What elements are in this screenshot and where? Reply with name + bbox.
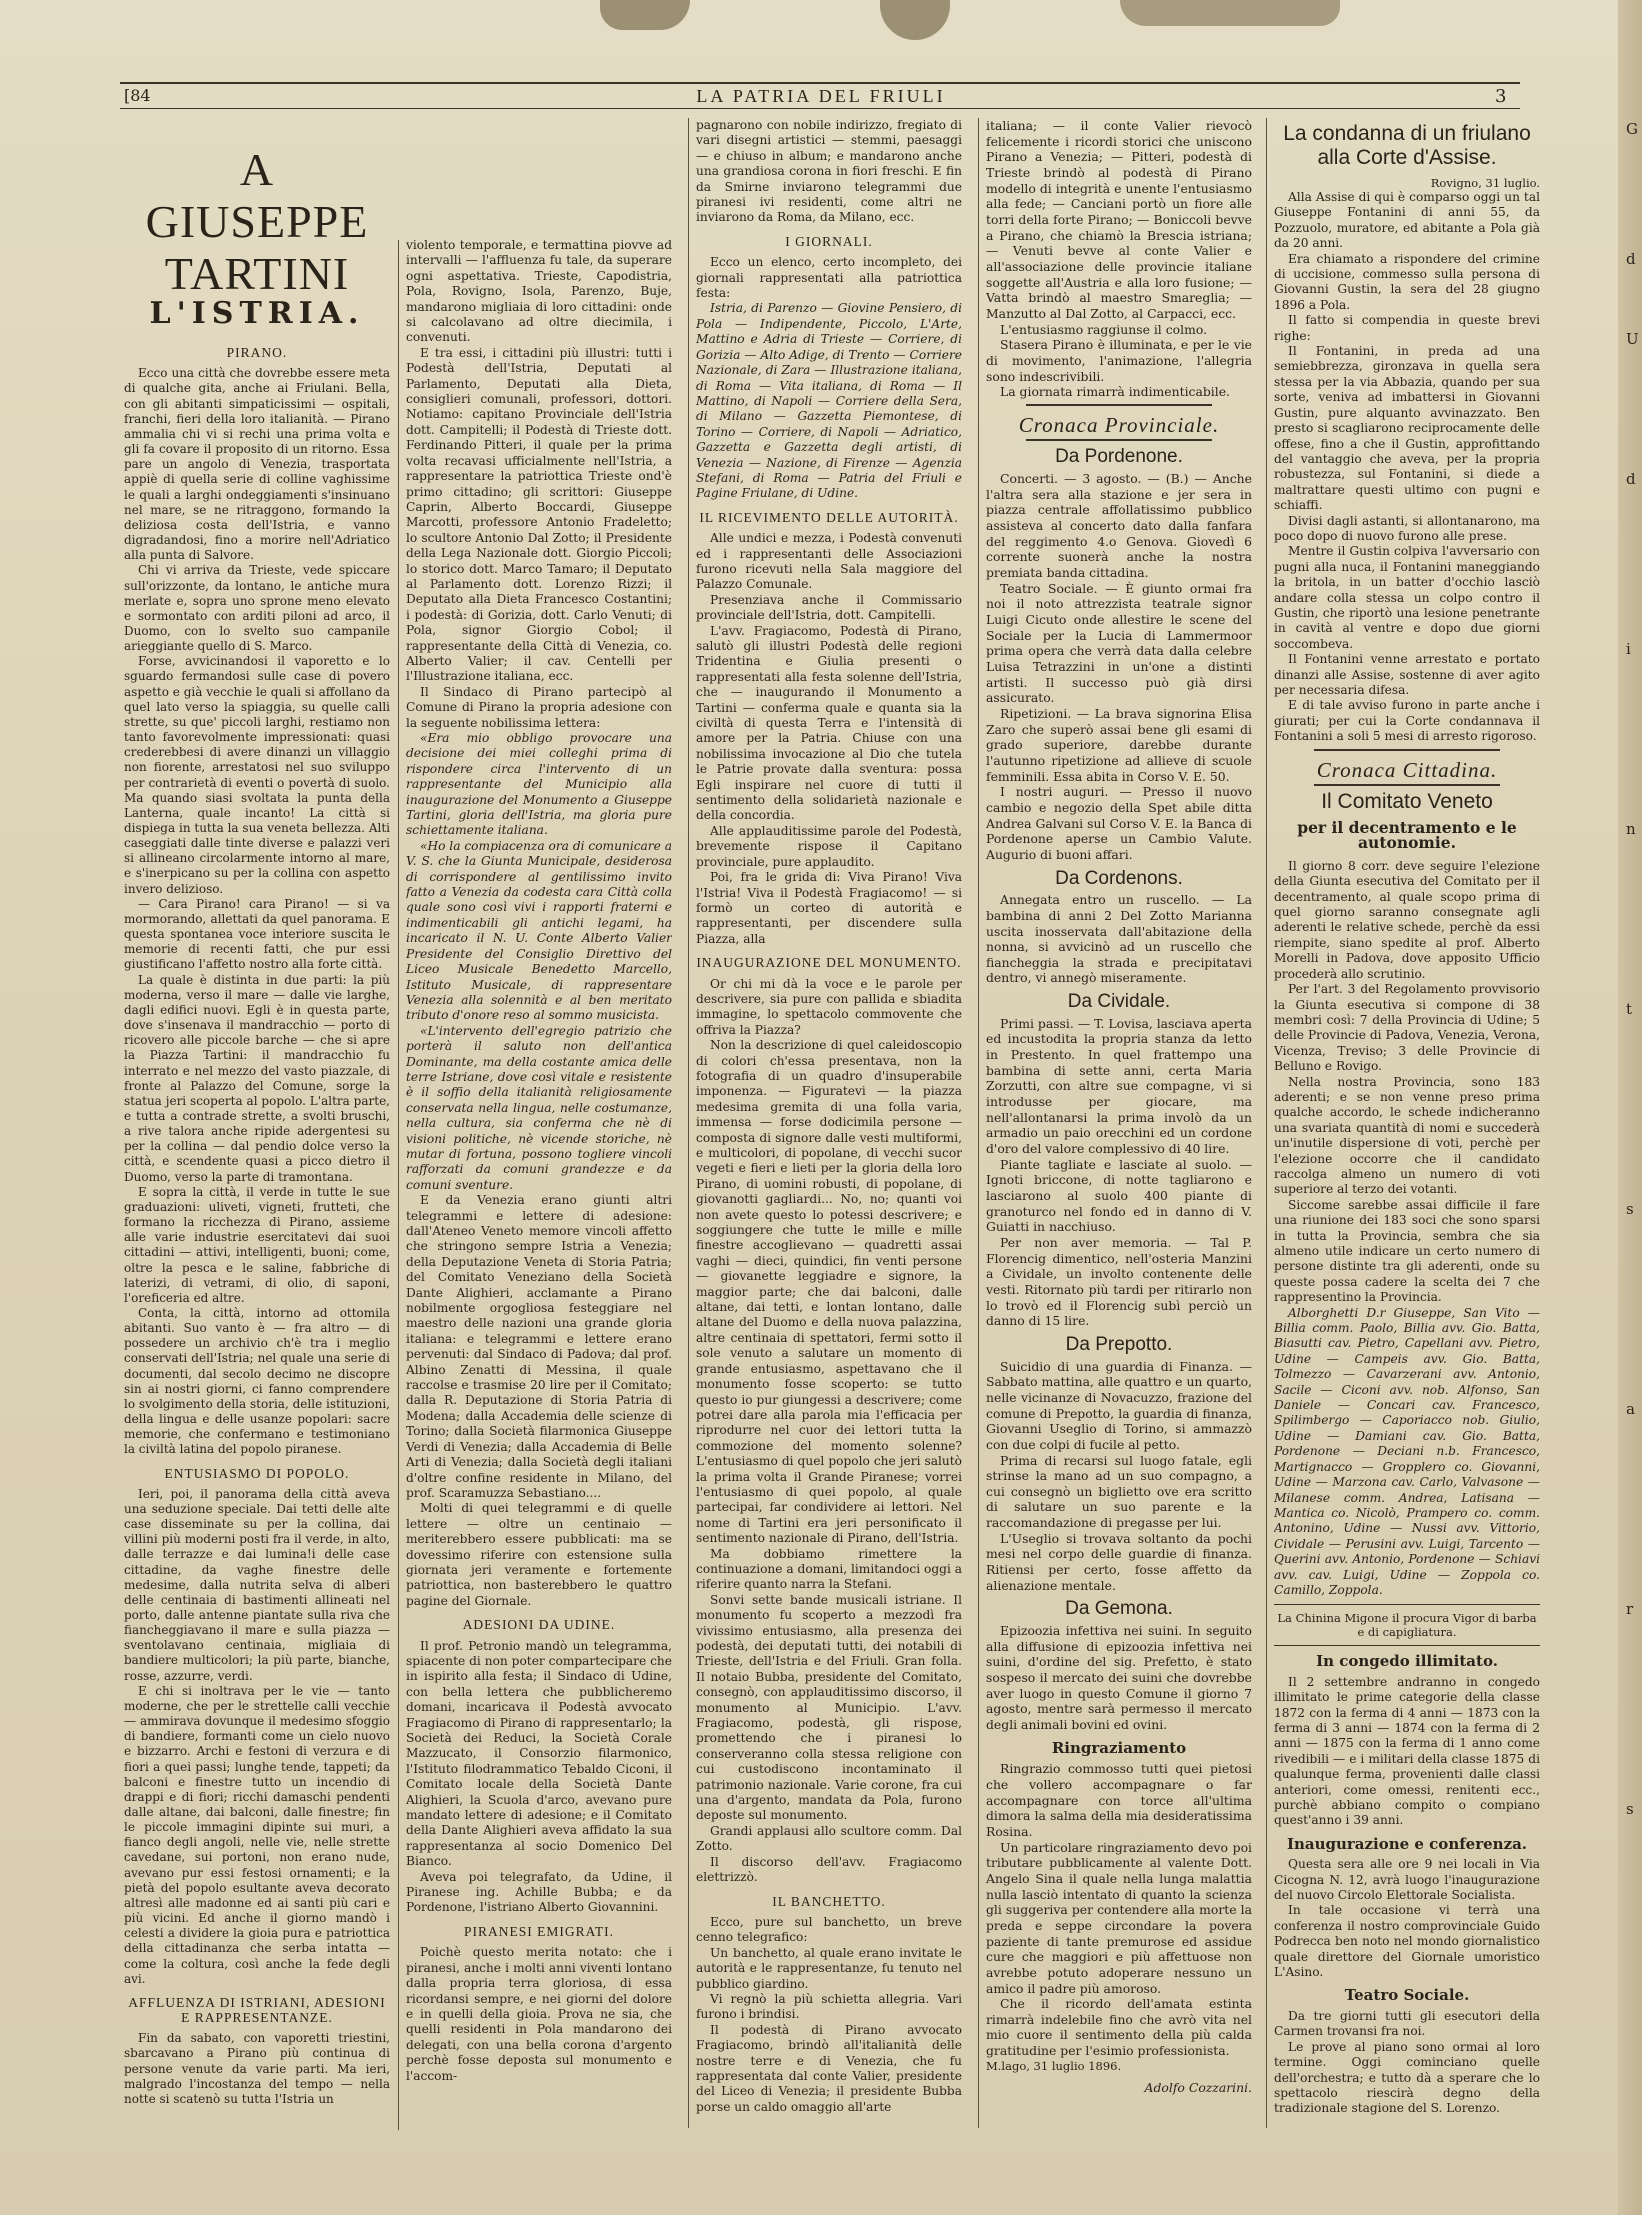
paragraph: E di tale avviso furono in parte anche i giurati; per cui la Corte condannava il Fontanini a soli 5 mesi di arresto rigoroso.: [1274, 698, 1540, 744]
paragraph: Aveva poi telegrafato, da Udine, il Piranese ing. Achille Bubba; e da Pordenone, l'istriano Alberto Giovannini.: [406, 1869, 672, 1915]
section-rule: [1314, 784, 1500, 786]
paragraph: Il Fontanini, in preda ad una semiebbrezza, gironzava in quella sera stessa per la via Abbazia, quando per sua sorte, veniva ad imbattersi in Giovanni Gustin, pure alquanto avvinazzato. Ben presto si scagliarono reciprocamente delle offese, fino a che il Gustin, approfittando del vantaggio che aveva, per la propria robustezza, sul Fontanini, si diede a maltrattare questi ultimo con pugni e schiaffi.: [1274, 344, 1540, 513]
edge-letter: G: [1626, 120, 1638, 138]
rubric-heading: Cronaca Provinciale.: [1018, 412, 1220, 437]
paragraph: Che il ricordo dell'amata estinta rimarrà indelebile fino che avrò vita nel mio cuore il sentimento della più calda gratitudine per l'esimio professionista.: [986, 1996, 1252, 2059]
paragraph: Era chiamato a rispondere del crimine di uccisione, commesso sulla persona di Giovanni Gustin, la sera del 28 giugno 1896 a Pola.: [1274, 251, 1540, 312]
place-heading: Da Prepotto.: [1065, 1333, 1173, 1355]
paragraph: Alla Assise di qui è comparso oggi un tal Giuseppe Fontanini di anni 55, da Pozzuolo, muratore, ed abitante a Pola già da 20 anni.: [1274, 190, 1540, 251]
edge-letter: a: [1626, 1400, 1635, 1418]
paragraph: Questa sera alle ore 9 nei locali in Via Cicogna N. 12, avrà luogo l'inaugurazione del nuovo Circolo Elettorale Socialista.: [1274, 1857, 1540, 1903]
section-heading: ADESIONI DA UDINE.: [462, 1617, 616, 1633]
section-heading: PIRANO.: [226, 345, 288, 361]
header-rule: [120, 108, 1520, 109]
paragraph: E sopra la città, il verde in tutte le sue graduazioni: uliveti, vigneti, frutteti, che formano la ricchezza di Pirano, assieme alle varie industrie esercitatevi dai suoi cittadini — attivi, intelligenti, buoni; come, oltre la pesca e le saline, fabbriche di laterizi, di vetrami, di olio, di saponi, l'oreficeria ed altre.: [124, 1184, 390, 1305]
paragraph: Un particolare ringraziamento devo poi tributare pubblicamente al valente Dott. Angelo Sina il quale nella lunga malattia nulla lasciò intentato di quanto la scienza gli suggeriva per contendere alla morte la preda e seppe circondare la povera paziente di tante premurose ed assidue cure che maggiori e più affettuose non avrebbe potuto adoperare nessuno un amico il padre più amoroso.: [986, 1839, 1252, 1996]
column-2: [406, 238, 672, 2130]
paragraph: Fin da sabato, con vaporetti triestini, sbarcavano a Pirano più continua di persone venute da varie parti. Ma ieri, malgrado l'incostanza del tempo — nella notte si scatenò su tutta l'Istria un: [124, 2031, 390, 2106]
paragraph: Il podestà di Pirano avvocato Fragiacomo, brindò all'italianità delle nostre terre e di Venezia, che fu rappresentata dal conte Valier, presidente del Liceo di Venezia; il presidente Bubba porse un caldo omaggio all'arte: [696, 2022, 962, 2114]
news-item: Primi passi. — T. Lovisa, lasciava aperta ed incustodita la propria stanza da letto in Prestento. In quel frattempo una bambina di sette anni, certa Maria Zorzutti, con altre sue compagne, vi si introdusse per giocare, ma nell'allontanarsi la prima involò da un armadio un paio orecchini ed un cordone d'oro del valore complessivo di 40 lire.: [986, 1015, 1252, 1157]
notice-heading: Ringraziamento: [1051, 1738, 1187, 1757]
paragraph: Nella nostra Provincia, sono 183 aderenti; e se non venne preso prima qualche accordo, le schede indicheranno una svariata quantità di nomi e succederà un'inutile dispersione di voti, perchè per l'elezione occorre che il candidato raccolga almeno un numero di voti superiore al terzo dei votanti.: [1274, 1074, 1540, 1197]
torn-edge: [880, 0, 950, 40]
paragraph: Ecco un elenco, certo incompleto, dei giornali rappresentati alla patriottica festa:: [696, 255, 962, 301]
column-rule: [1266, 118, 1267, 2128]
edge-letter: d: [1626, 250, 1636, 268]
place-heading: Da Gemona.: [1065, 1598, 1173, 1620]
newspaper-list: Istria, di Parenzo — Giovine Pensiero, di Pola — Indipendente, Piccolo, L'Arte, Mattino e Adria di Trieste — Corriere, di Gorizia — Alto Adige, di Trento — Corriere Nazionale, di Zara — Illustrazione italiana, di Roma — Vita italiana, di Roma — Il Mattino, di Napoli — Corriere della Sera, di Milano — Gazzetta Piemontese, di Torino — Corriere, di Napoli — Adriatico, Gazzetta e Gazzetta degli artisti, di Venezia — Nazione, di Firenze — Agenzia Stefani, di Roma — Patria del Friuli e Pagine Friulane, di Udine.: [696, 301, 962, 501]
column-4: [986, 118, 1252, 2130]
news-item: I nostri auguri. — Presso il nuovo cambio e negozio della Spet abile ditta Andrea Galvani sul Corso V. E. la Banca di Pordenone aperse un Cambio Valute. Augurio di buoni affari.: [986, 784, 1252, 862]
torn-edge: [600, 0, 690, 30]
torn-edge: [1120, 0, 1340, 26]
paragraph: Ecco una città che dovrebbe essere meta di qualche gita, anche ai Friulani. Bella, con gli abitanti simpaticissimi — ospitali, franchi, fieri della loro italianità. — Pirano ammalia chi vi si rechi una prima volta e gli fa covare il proposito di un ritorno. Essa pare un angolo di Venezia, trasportata appiè di quella serie di colline vaghissime le quali a larghi ondeggiamenti s'insinuano nel mare, se ne ritraggono, formando la deliziosa costa dell'Istria, e vanno digradandosi, fino a morire nell'Adriatico alla punta di Salvore.: [124, 366, 390, 563]
paragraph: Il fatto si compendia in queste brevi righe:: [1274, 313, 1540, 343]
paragraph: Per l'art. 3 del Regolamento provvisorio la Giunta esecutiva si compone di 38 membri così: 7 della Provincia di Udine; 5 delle Provincie di Padova, Venezia, Verona, Vicenza, Treviso; 3 delle Provincie di Belluno e Rovigo.: [1274, 982, 1540, 1074]
edge-letter: r: [1626, 1600, 1634, 1618]
paragraph: Stasera Pirano è illuminata, e per le vie di movimento, l'animazione, l'allegria sono indescrivibili.: [986, 337, 1252, 384]
paragraph: Ma dobbiamo rimettere la continuazione a domani, limitandoci oggi a riferire quanto narra la Stefani.: [696, 1546, 962, 1592]
news-item: Per non aver memoria. — Tal P. Florencig dimentico, nell'osteria Manzini a Cividale, un involto contenente delle vesti. Ritornato più tardi per ritirarlo non lo trovò ed il Florencig subì perciò un danno di 15 lire.: [986, 1234, 1252, 1329]
news-item: Ripetizioni. — La brava signorina Elisa Zaro che superò assai bene gli esami di grado superiore, darebbe durante l'autunno ripetizione ad allieve di scuole femminili. Essa abita in Corso V. E. 50.: [986, 705, 1252, 784]
column-5: [1274, 118, 1540, 2130]
edge-letter: U: [1626, 330, 1639, 348]
paragraph: Conta, la città, intorno ad ottomila abitanti. Suo vanto è — fra altro — di possedere un archivio ch'è tra i meglio conservati dell'Istria; nel quale una serie di documenti, dal secolo decimo ne discopre sin ai nostri giorni, ci fanno comprendere lo svolgimento della storia, delle istituzioni, della lingua e delle usanze popolari: sacre memorie, che confermano e testimoniano la civiltà latina del popolo piranese.: [124, 1306, 390, 1457]
article-title: La condanna di un friulano alla Corte d'Assise.: [1283, 122, 1531, 169]
quoted-letter: «Ho la compiacenza ora di comunicare a V. S. che la Giunta Municipale, desiderosa di corrispondere al gentilissimo invito fatto a Venezia da codesta cara Città colla quale sono così vivi i rapporti fraterni e indimenticabili gli antichi legami, ha incaricato il N. U. Conte Alberto Valier Presidente del Consiglio Direttivo del Liceo Musicale Benedetto Marcello, Istituto Musicale, di rappresentare Venezia alla solennità e al ben meritato tributo d'onore reso al sommo musicista.: [406, 838, 672, 1023]
paragraph: La giornata rimarrà indimenticabile.: [1000, 384, 1230, 400]
paragraph: La quale è distinta in due parti: la più moderna, verso il mare — dalle vie larghe, dagli edifici nuovi. Egli è in questa parte, dove s'insenava il mandracchio — porto di ricovero alle piccole barche — che si apre la Piazza Tartini: il mandracchio fu interrato e nel mezzo del vasto piazzale, di fronte al Palazzo del Comune, sorge la statua jeri scoperta al popolo. L'altra parte, e tutta a contrade strette, a svolti bruschi, a rive talora anche ripide adergentesi su per la collina — dal pendio dolce verso la città, e scendente quasi a picco dietro il Duomo, verso la parte di tramontana.: [124, 972, 390, 1184]
news-item: Concerti. — 3 agosto. — (B.) — Anche l'altra sera alla stazione e jer sera in piazza centrale affollatissimo pubblico assisteva al concerto dato dalla fanfara del reggimento 4.o Genova. Giovedì 6 corrente suonerà anche la nostra premiata banda cittadina.: [986, 471, 1252, 581]
section-heading: I GIORNALI.: [785, 233, 873, 249]
signature: Adolfo Cozzarini.: [1144, 2080, 1252, 2096]
paragraph: Presenziava anche il Commissario provinciale dell'Istria, dott. Campitelli.: [696, 592, 962, 623]
paragraph: Non la descrizione di quel caleidoscopio di colori ch'essa presentava, non la fotografia di un quadro d'insuperabile imponenza. — Figuratevi — la piazza medesima gremita di una folla varia, immensa — forse dodicimila persone — composta di signore dalle vesti multiformi, e multicolori, di popolane, di vecchi sucor vegeti e fieri e lieti per la gloria della loro Pirano, di uomini robusti, di popolane, di giovanotti gagliardi... No, no; quanti voi non avete questo lo potessi descrivere; e soggiungere che tutte le mille e mille finestre accoglievano — quadretti assai vaghi — dieci, quindici, fin venti persone — giovanette leggiadre e signore, la maggior parte; che dai balconi, dalle altane, dai tetti, e lontan lontano, dalle altane del Duomo e della nuova palazzina, altre centinaia di spettatori, fermi sotto il sole venuto a salutare un momento di grande entusiasmo, aspettavano che il monumento fosse scoperto: se tutto questo io pur giungessi a descrivere; come potrei dare alla parola mia l'efficacia per riprodurre nel cuor dei lettori tutta la commozione del momento solenne? L'entusiasmo di quel popolo che jeri salutò la prima volta il Grande Piranese; vorrei l'entusiasmo di quei popolo, al quale partecipai, far condividere ai lettori. Nel nome di Tartini era jeri personificato il sentimento nazionale di Pirano, dell'Istria.: [696, 1038, 962, 1546]
paragraph: italiana; — il conte Valier rievocò felicemente i ricordi storici che uniscono Pirano a Venezia; — Pitteri, podestà di Trieste brindò al podestà di Pirano modello di integrità e unente l'entusiasmo alla fede; — Canciani portò un fiore alle torri della forte Pirano; — Boniccoli bevve a Pirano, che chiamò la Brescia istriana; — Venuti bevve al conte Valier e all'associazione delle provincie italiane soggette all'Austria e alla loro fusione; — Vatta brindò al maestro Smareglia; — Manzutto al Dal Zotto, al Carpacci, ecc.: [986, 118, 1252, 321]
dateline: Rovigno, 31 luglio.: [1430, 176, 1540, 190]
advert-note: La Chinina Migone il procura Vigor di barba e di capigliatura.: [1277, 1611, 1537, 1640]
paragraph: E da Venezia erano giunti altri telegrammi e lettere di adesione: dall'Ateneo Veneto memore vincoli affetto che stringono sempre Istria a Venezia; della Deputazione Veneta di Storia Patria; del Comitato Veneziano della Società Dante Alighieri, acclamante a Pirano nobilmente orgogliosa festeggiare nel maestro delle nazioni una grande gloria italiana: e telegrammi e lettere erano pervenuti: dal Sindaco di Padova; dal prof. Albino Zenatti di Messina, il quale raccolse e trasmise 20 lire per il Comitato; dalla R. Deputazione di Storia Patria di Modena; dalla Accademia delle scienze di Torino; dalla Società filarmonica Giuseppe Verdi di Venezia; dalla Accademia di Belle Arti di Venezia; dalla Società degli italiani d'oltre confine residente in Milano, del prof. Scaramuzza Sebastiano....: [406, 1193, 672, 1500]
news-item: Prima di recarsi sul luogo fatale, egli strinse la mano ad un suo compagno, a cui consegnò un biglietto ove era scritto di salutare un suo parente e la raccomandazione di pregasse per lui.: [986, 1452, 1252, 1531]
paragraph: Ringrazio commosso tutti quei pietosi che vollero accompagnare o far accompagnare con torce all'ultima dimora la salma della mia desideratissima Rosina.: [986, 1761, 1252, 1839]
subheadline: L'ISTRIA.: [149, 296, 365, 331]
section-heading: ENTUSIASMO DI POPOLO.: [164, 1465, 350, 1481]
notice-heading: Teatro Sociale.: [1344, 1986, 1470, 2005]
news-item: Suicidio di una guardia di Finanza. — Sabbato mattina, alle quattro e un quarto, nelle vicinanze di Novacuzzo, frazione del comune di Prepotto, la guardia di finanza, Giovanni Useglio di Torino, si ammazzò con due colpi di fucile al petto.: [986, 1358, 1252, 1452]
page-mark: [84: [124, 86, 151, 105]
paragraph: Siccome sarebbe assai difficile il fare una riunione dei 183 soci che sono sparsi in tutta la Provincia, sembra che sia almeno utile indicare un certo numero di persone distinte tra gli aderenti, onde su queste possa cadere la scelta dei 7 che rappresentino la Provincia.: [1274, 1197, 1540, 1305]
paragraph: Divisi dagli astanti, si allontanarono, ma poco dopo di nuovo furono alle prese.: [1274, 513, 1540, 543]
date-line: M.lago, 31 luglio 1896.: [986, 2058, 1122, 2073]
column-1: [124, 118, 390, 2130]
paragraph: Alle undici e mezza, i Podestà convenuti ed i rappresentanti delle Associazioni furono ricevuti nella Sala maggiore del Palazzo Comunale.: [696, 531, 962, 592]
section-heading: INAUGURAZIONE DEL MONUMENTO.: [696, 955, 962, 971]
section-heading: IL BANCHETTO.: [772, 1893, 886, 1909]
edge-letter: t: [1626, 1000, 1633, 1018]
notice-heading: Inaugurazione e conferenza.: [1286, 1834, 1528, 1853]
paragraph: Grandi applausi allo scultore comm. Dal Zotto.: [696, 1823, 962, 1854]
news-item: Teatro Sociale. — È giunto ormai fra noi il noto attrezzista teatrale signor Luigi Cicuto onde allestire le scene del Sociale per la Lucia di Lammermoor prima opera che verrà data dalla celebre Luisa Tetrazzini in un'one a distinti artisti. Il successo può già dirsi assicurato.: [986, 580, 1252, 706]
paragraph: Mentre il Gustin colpiva l'avversario con pugni alla nuca, il Fontanini maneggiando la britola, in un batter d'occhio lasciò andare colla stessa un colpo contro il Gustin, che riportò una lesione penetrante in cavità al ventre e dopo due giorni soccombeva.: [1274, 544, 1540, 651]
news-item: Annegata entro un ruscello. — La bambina di anni 2 Del Zotto Marianna uscita inosservata dall'abitazione della nonna, si avvicinò ad un ruscello che fiancheggia la strada e precipitatavi dentro, vi annegò miseramente.: [986, 892, 1252, 986]
edge-letter: d: [1626, 470, 1636, 488]
paragraph: pagnarono con nobile indirizzo, fregiato di vari disegni artistici — stemmi, paesaggi — e chiuso in album; e mandarono anche una grandiosa corona in fiori freschi. E fin da Smirne inviarono telegrammi due piranesi ivi residenti, come altri ne inviarono da Roma, da Milano, ecc.: [696, 118, 962, 225]
paragraph: Or chi mi dà la voce e le parole per descrivere, sia pure con pallida e sbiadita immagine, lo spettacolo commovente che offriva la Piazza?: [696, 976, 962, 1037]
header-rule: [120, 82, 1520, 84]
article-subtitle: per il decentramento e le autonomie.: [1297, 818, 1517, 853]
column-3: [696, 118, 962, 2130]
paragraph: L'avv. Fragiacomo, Podestà di Pirano, salutò gli illustri Podestà delle regioni Tridentina e Giulia presenti o rappresentati alla festa solenne dell'Istria, che — inaugurando il Monumento a Tartini — conferma quale e quanta sia la civiltà di questa Terra e l'intensità di amore per la Patria. Chiuse con una nobilissima invocazione al Dio che tutela le Patrie provate dalla sventura: possa Egli inspirare nel cuore di tutti il sentimento della solidarietà nazionale e della concordia.: [696, 623, 962, 823]
paragraph: Alle applauditissime parole del Podestà, brevemente rispose il Capitano provinciale, pure applaudito.: [696, 823, 962, 869]
news-item: L'Useglio si trovava soltanto da pochi mesi nel corpo delle guardie di finanza. Ritiensi per certo, fosse affetto da alienazione mentale.: [986, 1530, 1252, 1593]
edge-letter: i: [1626, 640, 1631, 658]
paragraph: Il Sindaco di Pirano partecipò al Comune di Pirano la propria adesione con la seguente nobilissima lettera:: [406, 684, 672, 730]
column-rule: [398, 240, 399, 2130]
page-number: 3: [1495, 86, 1507, 107]
paragraph: E chi si inoltrava per le vie — tanto moderne, che per le strettelle calli vecchie — ammirava dovunque il medesimo sfoggio di bandiere, formanti come un cielo nuovo e bizzarro. Archi e festoni di verzura e di fiori a quei passi; lunghe tende, tappeti; da balconi e finestre tutto un incendio di drappi e di fiori; ricchi damaschi pendenti dalle altane, dai balconi, dalle finestre; fin le piccole immagini dipinte sui muri, a fianco degli angoli, nelle vie, nelle strette cavedane, sui portoni, non erano nude, avevano pur essi festosi ornamenti; e la pietà del popolo esultante aveva decorato altresì alle madonne ed ai santi più cari e più vicini. Ed anche il giorno mandò i celesti a dividere la gioia pura e patriottica della cittadinanza che serba intatta — come la coltura, così anche la fede degli avi.: [124, 1683, 390, 1986]
news-item: Epizoozia infettiva nei suini. In seguito alla diffusione di epizoozia infettiva nei suini, d'ordine del sig. Prefetto, è stato sospeso il mercato dei suini che dovrebbe aver luogo in questo Comune il giorno 7 agosto, mentre sarà permesso il mercato degli animali bovini ed ovini.: [986, 1623, 1252, 1732]
edge-letter: s: [1626, 1200, 1634, 1218]
column-rule: [978, 118, 979, 2128]
section-heading: AFFLUENZA DI ISTRIANI, ADESIONI E RAPPRESENTANZE.: [128, 1994, 386, 2026]
place-heading: Da Cividale.: [1067, 991, 1171, 1013]
paragraph: Il 2 settembre andranno in congedo illimitato le prime categorie della classe 1872 con la ferma di 4 anni — 1873 con la ferma di 3 anni — 1874 con la ferma di 2 anni — 1875 con la ferma di 1 anno come rivedibili — e i militari della classe 1875 di qualunque ferma, provenienti dalle classi anteriori, come omessi, renitenti ecc., purchè abbiano compito o compiano quest'anno i 39 anni.: [1274, 1674, 1540, 1828]
paragraph: Sonvi sette bande musicali istriane. Il monumento fu scoperto a mezzodì fra vivissimo entusiasmo, alla presenza dei podestà, dei deputati tutti, dei notabili di Trieste, dell'Istria e del Friuli. Gran folla. Il notaio Bubba, presidente del Comitato, consegnò, con applauditissimo discorso, il monumento al Municipio. L'avv. Fragiacomo, podestà, gli rispose, promettendo che i piranesi lo conserveranno colla stessa religione con cui custodiscono incontaminato il patrimonio nazionale. Varie corone, fra cui una d'argento, mandata da Pola, furono deposte sul monumento.: [696, 1592, 962, 1823]
section-heading: PIRANESI EMIGRATI.: [463, 1923, 614, 1939]
paragraph: Molti di quei telegrammi e di quelle lettere — oltre un centinaio — meriterebbero essere pubblicati: ma se dovessimo riferire con estensione sulla giornata jeri veramente e fortemente patriottica, non basterebbero le quattro pagine del Giornale.: [406, 1501, 672, 1608]
edge-letter: s: [1626, 1800, 1634, 1818]
place-heading: Da Cordenons.: [1055, 867, 1183, 889]
paragraph: violento temporale, e termattina piovve ad intervalli — l'affluenza fu tale, da superare ogni aspettativa. Trieste, Capodistria, Pola, Rovigno, Isola, Parenzo, Buje, mandarono migliaia di loro cittadini: onde si calcolavano ad oltre diecimila, i convenuti.: [406, 238, 672, 345]
place-heading: Da Pordenone.: [1055, 446, 1183, 468]
section-rule: [1026, 404, 1212, 406]
paragraph: Vi regnò la più schietta allegria. Vari furono i brindisi.: [696, 1991, 962, 2022]
name-list: Alborghetti D.r Giuseppe, San Vito — Billia comm. Paolo, Billia avv. Gio. Batta, Biasutti cav. Pietro, Capellani avv. Pietro, Udine — Campeis avv. Gio. Batta, Tolmezzo — Cavarzerani avv. Antonio, Sacile — Ciconi avv. nob. Alfonso, San Daniele — Concari cav. Francesco, Spilimbergo — Caporiacco nob. Giulio, Udine — Damiani cav. Gio. Batta, Pordenone — Deciani n.b. Francesco, Martignacco — Gropplero co. Giovanni, Udine — Marzona cav. Carlo, Valvasone — Milanese comm. Andrea, Latisana — Mantica co. Nicolò, Prampero co. comm. Antonino, Udine — Nussi avv. Vittorio, Cividale — Perusini avv. Luigi, Tarcento — Querini avv. Antonio, Pordenone — Schiavi avv. cav. Luigi, Udine — Zoppola co. Camillo, Zoppola.: [1274, 1305, 1540, 1597]
paragraph: Il discorso dell'avv. Fragiacomo elettrizzò.: [696, 1854, 962, 1885]
notice-heading: In congedo illimitato.: [1316, 1652, 1498, 1671]
headline: A GIUSEPPE TARTINI: [145, 144, 369, 299]
section-rule: [1314, 749, 1500, 751]
column-rule: [688, 118, 689, 2128]
quoted-letter: «Era mio obbligo provocare una decisione dei miei colleghi prima di rispondere circa l'intervento di un rappresentante del Municipio alla inaugurazione del Monumento a Giuseppe Tartini, gloria dell'Istria, ma gloria pure schiettamente italiana.: [406, 731, 672, 838]
section-rule: [1026, 439, 1212, 441]
paragraph: Ieri, poi, il panorama della città aveva una seduzione speciale. Dai tetti delle alte case disseminate su per la collina, dai villini più moderni posti fra il verde, in alto, dalle terrazze e dai lumina!i delle case cittadine, da vaghe finestre delle medesime, dalla nutrita selva di alberi delle centinaia di bastimenti allineati nel porto, dalle antenne piantate sulla riva che fiancheggiavano il mare e sulla piazza — sventolavano centinaia, migliaia di bandiere multicolori; la più parte, bianche, rosse, azzurre, verdi.: [124, 1486, 390, 1683]
paragraph: Forse, avvicinandosi il vaporetto e lo sguardo fermandosi sulle case di povero aspetto e già vecchie le quali si affollano da quel lato verso la spiaggia, su quelle calli strette, su que' piccoli larghi, restiamo non tanto favorevolmente impressionati: quasi crederebbesi di avere dinanzi un villaggio non fiorente, arrestatosi nel suo sviluppo per contrarietà di eventi o povertà di suolo. Ma quando siasi svoltata la punta della Lanterna, quale incanto! La città si dispiega in tutta la sua veneta bellezza. Alti caseggiati dalle tinte diverse e palazzi veri si allineano circolarmente intorno al mare, e s'inerpicano su per la collina con aspetto invero delizioso.: [124, 654, 390, 896]
article-title: Il Comitato Veneto: [1321, 790, 1493, 814]
paragraph: E tra essi, i cittadini più illustri: tutti i Podestà dell'Istria, Deputati al Parlamento, Deputati alla Dieta, consiglieri comunali, professori, dottori. Notiamo: capitano Provinciale dell'Istria dott. Campitelli; il Podestà di Trieste dott. Ferdinando Pitteri, il quale per la prima volta recavasi ufficialmente nell'Istria, a rappresentare la patriottica Trieste ond'è primo cittadino; gli scrittori: Giuseppe Caprin, Alberto Boccardi, Giuseppe Marcotti, professore Antonio Fradeletto; lo scultore Antonio Dal Zotto; il Presidente della Lega Nazionale dott. Giorgio Piccoli; lo storico dott. Marco Tamaro; il Deputato al Parlamento dott. Lorenzo Rizzi; il Deputato alla Dieta Francesco Costantini; i podestà: di Gorizia, dott. Carlo Venuti; di Pola, signor Giorgio Cobol; il rappresentante della Città di Venezia, co. Alberto Valier; il cav. Centelli per l'Illustrazione italiana, ecc.: [406, 345, 672, 684]
section-heading: IL RICEVIMENTO DELLE AUTORITÀ.: [699, 509, 959, 525]
divider: [1274, 1645, 1540, 1646]
news-item: Piante tagliate e lasciate al suolo. — Ignoti briccone, di notte tagliarono e lasciarono al suolo 400 piante di granoturco nel fondo ed in danno di V. Guiatti in nacchiuso.: [986, 1156, 1252, 1235]
paragraph: Poichè questo merita notato: che i piranesi, anche i molti anni viventi lontano dalla propria terra gloriosa, di essa ricordansi sempre, e nei giorni del dolore e in quelli della gioia. Prova ne sia, che quelli residenti in Pola mandarono dei delegati, con una bella corona d'argento perchè fosse deposta sul monumento e l'accom-: [406, 1945, 672, 2083]
paragraph: Il Fontanini venne arrestato e portato dinanzi alle Assise, sostenne di aver agito per necessaria difesa.: [1274, 652, 1540, 697]
paragraph: Un banchetto, al quale erano invitate le autorità e le rappresentanze, fu tenuto nel pubblico giardino.: [696, 1945, 962, 1991]
paragraph: Chi vi arriva da Trieste, vede spiccare sull'orizzonte, da lontano, le antiche mura merlate e, sopra uno sprone meno elevato e sormontato con arditi piloni ad arco, il Duomo, con lo svelto suo campanile arieggiante quello di S. Marco.: [124, 563, 390, 654]
divider: [1274, 1604, 1540, 1605]
paragraph: — Cara Pirano! cara Pirano! — si va mormorando, allettati da quel panorama. E questa spontanea voce interiore suscita le memorie di recenti fatti, che pur essi giustificano l'affetto nostro alla forte città.: [124, 896, 390, 972]
paragraph: Da tre giorni tutti gli esecutori della Carmen trovansi fra noi.: [1274, 2008, 1540, 2039]
quoted-letter: «L'intervento dell'egregio patrizio che porterà il saluto non dell'antica Dominante, ma della costante amica delle terre Istriane, dove così vitale e resistente è il soffio della italianità religiosamente conservata nella lingua, nelle costumanze, nella cultura, sia conferma che nè di visioni politiche, nè vicende storiche, nè mutar di fortuna, possono togliere vincoli rafforzati da comuni grandezze e da comuni sventure.: [406, 1023, 672, 1192]
paragraph: L'entusiasmo raggiunse il colmo.: [1000, 321, 1208, 337]
edge-letter: n: [1626, 820, 1636, 838]
paragraph: Poi, fra le grida di: Viva Pirano! Viva l'Istria! Viva il Podestà Fragiacomo! — si formò un corteo di autorità e rappresentanti, per discendere sulla Piazza, alla: [696, 870, 962, 946]
paragraph: Le prove al piano sono ormai al loro termine. Oggi cominciano quelle dell'orchestra; e tutto dà a sperare che lo spettacolo riescirà degno della tradizionale stagione del S. Lorenzo.: [1274, 2039, 1540, 2116]
paragraph: Il giorno 8 corr. deve seguire l'elezione della Giunta esecutiva del Comitato per il decentramento, al quale scopo prima di quel giorno saranno consegnate agli aderenti le relative schede, perchè da essi riempite, siano spedite al prof. Alberto Morelli in Padova, dove apposito Ufficio procederà allo scrutinio.: [1274, 858, 1540, 981]
paragraph: Ecco, pure sul banchetto, un breve cenno telegrafico:: [696, 1914, 962, 1945]
rubric-heading: Cronaca Cittadina.: [1316, 757, 1498, 782]
paragraph: In tale occasione vi terrà una conferenza il nostro comprovinciale Guido Podrecca ben noto nel mondo giornalistico quale direttore del Giornale umoristico L'Asino.: [1274, 1903, 1540, 1980]
running-head: LA PATRIA DEL FRIULI: [696, 86, 946, 106]
paragraph: Il prof. Petronio mandò un telegramma, spiacente di non poter compartecipare che in ispirito alla festa; il Sindaco di Udine, con bella lettera che pubblicheremo domani, incaricava il Podestà avvocato Fragiacomo di Pirano di rappresentarlo; la Società dei Reduci, la Società Corale Mazzucato, il Consorzio filarmonico, l'Istituto filodrammatico Tebaldo Ciconi, il Comitato locale della Società Dante Alighieri, la Scuola d'arco, avevano pure mandato lettere di adesione; e il Comitato della Dante Alighieri aveva affidato la sua rappresentanza al socio Domenico Del Bianco.: [406, 1638, 672, 1869]
